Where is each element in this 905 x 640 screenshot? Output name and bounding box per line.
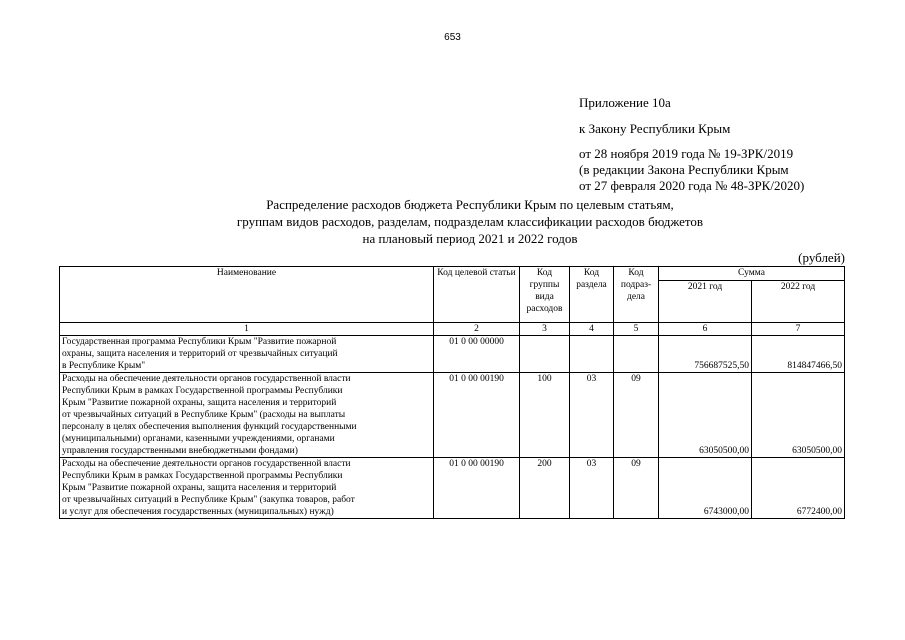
row-name-line: от чрезвычайных ситуаций в Республике Крым" (закупка товаров, работ (62, 495, 355, 505)
header-sum: Сумма (659, 267, 845, 281)
row-amount-2022: 6772400,00 (752, 458, 845, 519)
appendix-line-3: от 28 ноября 2019 года № 19-ЗРК/2019 (579, 146, 794, 161)
row-amount-2022: 814847466,50 (752, 336, 845, 373)
row-name-line: (муниципальными) органами, казенными учреждениями, органами (62, 434, 335, 444)
title-line-2: группам видов расходов, разделам, подразделам классификации расходов бюджетов (236, 214, 704, 229)
row-group-code (520, 336, 570, 373)
appendix-line-1: Приложение 10а (579, 95, 671, 110)
column-number: 6 (659, 323, 752, 336)
row-name-line: управления государственными внебюджетными фондами) (62, 446, 298, 456)
table-row (60, 373, 845, 458)
row-name-line: персоналу в целях обеспечения выполнения функций государственными (62, 422, 357, 432)
appendix-line-5: от 27 февраля 2020 года № 48-ЗРК/2020) (579, 178, 805, 193)
row-name-line: Расходы на обеспечение деятельности органов государственной власти (62, 459, 351, 469)
column-number: 2 (434, 323, 520, 336)
row-subsection-code: 09 (614, 458, 659, 519)
row-section-code: 03 (570, 458, 614, 519)
row-amount-2022: 63050500,00 (752, 373, 845, 458)
table-row (60, 458, 845, 519)
row-amount-2021: 756687525,50 (659, 336, 752, 373)
row-target-code: 01 0 00 00000 (434, 336, 520, 373)
header-name: Наименование (60, 267, 434, 323)
row-name-line: Крым "Развитие пожарной охраны, защита населения и территорий (62, 483, 337, 493)
column-number: 3 (520, 323, 570, 336)
row-subsection-code: 09 (614, 373, 659, 458)
appendix-line-2: к Закону Республики Крым (579, 121, 731, 136)
appendix-line-4: (в редакции Закона Республики Крым (579, 162, 789, 177)
title-line-3: на плановый период 2021 и 2022 годов (362, 231, 578, 246)
column-number: 5 (614, 323, 659, 336)
row-section-code (570, 336, 614, 373)
table-row (60, 336, 845, 373)
row-amount-2021: 63050500,00 (659, 373, 752, 458)
row-name-line: Расходы на обеспечение деятельности органов государственной власти (62, 374, 351, 384)
row-target-code: 01 0 00 00190 (434, 373, 520, 458)
units-label: (рублей) (798, 250, 845, 265)
row-name-line: Государственная программа Республики Крым "Развитие пожарной (62, 337, 337, 347)
row-name-line: Республики Крым в рамках Государственной программы Республики (62, 386, 343, 396)
row-name (60, 458, 434, 519)
row-name-line: Крым "Развитие пожарной охраны, защита населения и территорий (62, 398, 337, 408)
header-subsection-code: Код подраз-дела (614, 267, 659, 323)
row-name-line: Республики Крым в рамках Государственной программы Республики (62, 471, 343, 481)
title-line-1: Распределение расходов бюджета Республики Крым по целевым статьям, (266, 197, 674, 212)
row-name (60, 336, 434, 373)
row-name (60, 373, 434, 458)
row-target-code: 01 0 00 00190 (434, 458, 520, 519)
page-number: 653 (444, 32, 461, 43)
header-year-2021: 2021 год (659, 281, 752, 323)
row-subsection-code (614, 336, 659, 373)
column-number: 7 (752, 323, 845, 336)
budget-table (59, 266, 845, 519)
row-group-code: 200 (520, 458, 570, 519)
column-number: 4 (570, 323, 614, 336)
row-name-line: и услуг для обеспечения государственных (муниципальных) нужд) (62, 507, 334, 517)
row-section-code: 03 (570, 373, 614, 458)
row-amount-2021: 6743000,00 (659, 458, 752, 519)
row-name-line: от чрезвычайных ситуаций в Республике Крым" (расходы на выплаты (62, 410, 346, 420)
header-section-code: Код раздела (570, 267, 614, 323)
row-name-line: в Республике Крым" (62, 361, 146, 371)
header-group-code: Код группы вида расходов (520, 267, 570, 323)
header-year-2022: 2022 год (752, 281, 845, 323)
header-target-code: Код целевой статьи (434, 267, 520, 323)
document-title (140, 196, 800, 247)
row-group-code: 100 (520, 373, 570, 458)
row-name-line: охраны, защита населения и территорий от чрезвычайных ситуаций (62, 349, 338, 359)
column-number: 1 (60, 323, 434, 336)
column-numbers-row (60, 323, 845, 336)
